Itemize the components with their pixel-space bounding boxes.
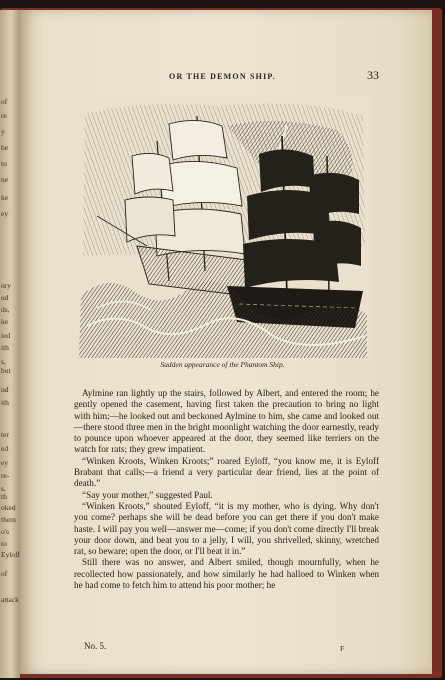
number-label: No. 5.: [84, 641, 107, 651]
margin-fragment: s,: [1, 357, 6, 366]
paragraph: Still there was no answer, and Albert smiled, though mournfully, when he recollected how passionately, and how similarly he had halloed to Winken when he had come to fetch him to attend his poor mother; he: [74, 557, 379, 591]
margin-fragment: to: [1, 539, 7, 548]
margin-fragment: ke: [1, 193, 9, 202]
margin-fragment: ne: [1, 175, 9, 184]
margin-fragment: of: [1, 97, 8, 106]
margin-fragment: ey: [1, 209, 9, 218]
margin-fragment: of: [1, 569, 8, 578]
margin-fragment: but: [1, 366, 11, 375]
margin-fragment: s.: [1, 484, 6, 493]
body-text: [74, 388, 379, 591]
margin-fragment: to: [1, 159, 7, 168]
margin-fragment: ey: [1, 458, 9, 467]
phantom-ship-engraving: [77, 96, 369, 358]
paragraph: Aylmine ran lightly up the stairs, followed by Albert, and entered the room; he gently opened the casement, having first taken the precaution to bring no light with him;—he looked out and beckoned Aylmine to him, she came and looked out—there stood three men in the bright moonlight watching the door earnestly, ready to pounce upon whoever appeared at the door, they seemed like terriers on the watch for rats; they grew impatient.: [74, 388, 379, 455]
engraving-illustration: [77, 96, 369, 358]
margin-fragment: ied: [1, 331, 11, 340]
margin-fragment: ory: [1, 281, 11, 290]
margin-fragment: ith: [1, 343, 9, 352]
margin-fragment: ke: [1, 317, 9, 326]
margin-fragment: ith: [1, 398, 9, 407]
running-title: OR THE DEMON SHIP.: [169, 72, 276, 81]
margin-fragment: attack: [1, 595, 19, 604]
page-number: 33: [367, 68, 379, 82]
margin-fragment: th: [1, 492, 7, 501]
signature-mark: F: [340, 644, 345, 653]
paragraph: “Winken Kroots, Winken Kroots;” roared Eyloff, “you know me, it is Eyloff Brabant that calls;—a friend a very particular dear friend, lies at the point of death.”: [74, 455, 379, 489]
margin-fragment: Eyloff: [1, 550, 20, 559]
margin-fragment: y: [1, 127, 5, 136]
margin-fragment: ds,: [1, 305, 10, 314]
margin-fragment: o's: [1, 527, 10, 536]
margin-fragment: ter: [1, 430, 9, 439]
illustration-caption: Sudden appearance of the Phantom Ship.: [160, 360, 285, 369]
margin-fragment: them: [1, 515, 16, 524]
previous-page-edge: [0, 10, 20, 678]
margin-fragment: ed: [1, 444, 9, 453]
margin-fragment: re-: [1, 471, 10, 480]
margin-fragment: oked: [1, 503, 16, 512]
margin-fragment: ud: [1, 293, 9, 302]
margin-fragment: re: [1, 111, 7, 120]
paragraph: “Winken Kroots,” shouted Eyloff, “it is my mother, who is dying. Why don't you come? perhaps she will be dead before you can get there if you don't make haste. I will pay you well—answer me—come; if you don't come directly I'll break your door down, and beat you to a jelly, I will, you shrivelled, skinny, wretched rat, so beware; open the door, or I'll beat it in.”: [74, 500, 379, 557]
margin-fragment: be: [1, 143, 9, 152]
margin-fragment: nd: [1, 385, 9, 394]
paragraph: “Say your mother,” suggested Paul.: [82, 489, 213, 500]
